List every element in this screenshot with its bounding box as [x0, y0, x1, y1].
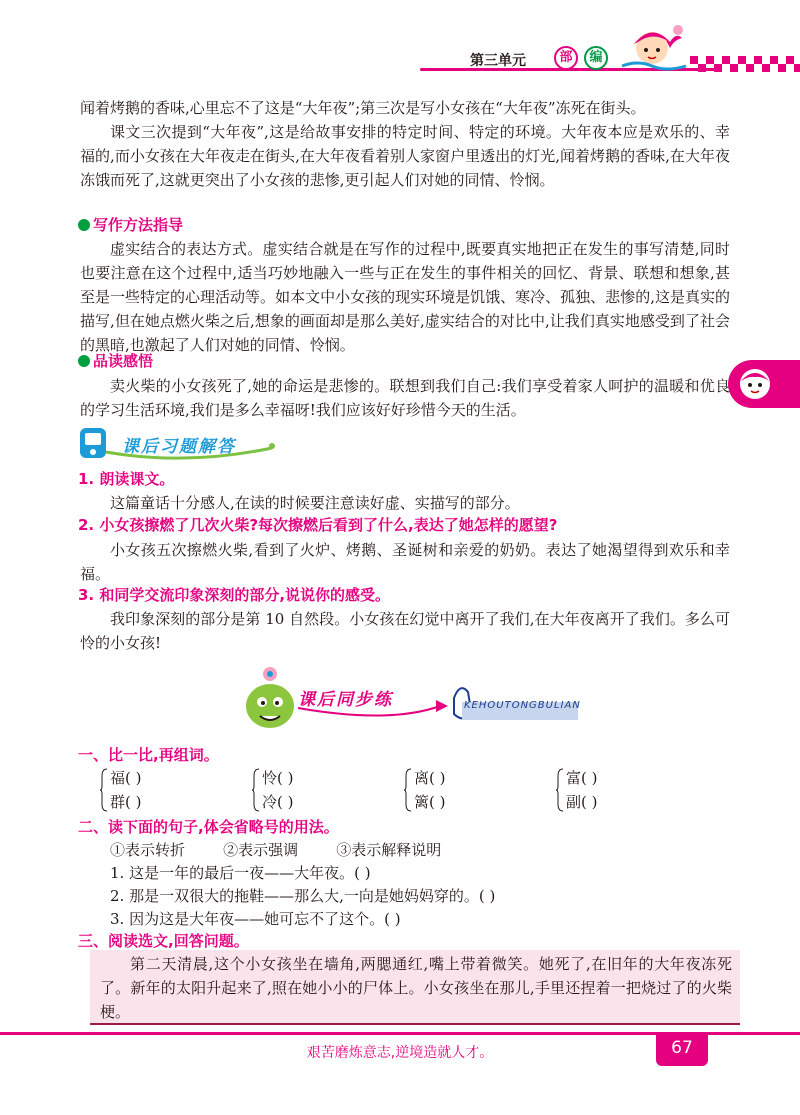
passage-text: 第二天清晨,这个小女孩坐在墙角,两腮通红,嘴上带着微笑。她死了,在旧年的大年夜冻死了。新年的太阳升起来了,照在她小小的尸体上。小女孩坐在那儿,手里还捏着一把烧过了的火柴梗。	[100, 955, 732, 1021]
exercise-2-options: ①表示转折 ②表示强调 ③表示解释说明	[110, 841, 442, 859]
bullet-dot-icon	[78, 355, 90, 367]
question-1: 1. 朗读课文。	[78, 470, 175, 488]
word-blank[interactable]: 富( )	[566, 769, 598, 787]
badge-bu: 部	[554, 46, 578, 70]
writing-heading: 写作方法指导	[78, 214, 183, 236]
side-tab	[728, 360, 800, 408]
question-2: 2. 小女孩擦燃了几次火柴?每次擦燃后看到了什么,表达了她怎样的愿望?	[78, 516, 558, 534]
practice-banner-pinyin: KEHOUTONGBULIAN	[464, 700, 581, 711]
word-blank[interactable]: 福( )	[110, 769, 142, 787]
word-pair-group	[404, 766, 534, 814]
answers-banner-title: 课后习题解答	[122, 437, 236, 457]
word-pair-group	[100, 766, 230, 814]
reading-paragraph: 卖火柴的小女孩死了,她的命运是悲惨的。联想到我们自己:我们享受着家人呵护的温暖和优良的学习生活环境,我们是多么幸福呀!我们应该好好珍惜今天的生活。	[80, 377, 730, 419]
word-blank[interactable]: 篱( )	[414, 793, 446, 811]
mascot-girl-icon	[618, 22, 688, 74]
word-blank[interactable]: 副( )	[566, 793, 598, 811]
answer-1: 这篇童话十分感人,在读的时候要注意读好虚、实描写的部分。	[110, 494, 520, 512]
exercise-2-sentence-3[interactable]: 3. 因为这是大年夜——她可忘不了这个。( )	[110, 910, 401, 928]
bullet-dot-icon	[78, 219, 90, 231]
exercise-1-title: 一、比一比,再组词。	[78, 746, 219, 764]
question-3: 3. 和同学交流印象深刻的部分,说说你的感受。	[78, 586, 391, 604]
intro-line: 闻着烤鹅的香味,心里忘不了这是“大年夜”;第三次是写小女孩在“大年夜”冻死在街头。	[80, 99, 646, 117]
practice-banner-title: 课后同步练	[298, 690, 393, 710]
word-blank[interactable]: 怜( )	[262, 769, 294, 787]
brace-icon	[252, 768, 260, 812]
footer-motto: 艰苦磨炼意志,逆境造就人才。	[306, 1045, 494, 1061]
exercise-2-sentence-2[interactable]: 2. 那是一双很大的拖鞋——那么大,一向是她妈妈穿的。( )	[110, 887, 496, 905]
reading-heading: 品读感悟	[78, 350, 153, 372]
checker-decoration	[690, 56, 800, 72]
exercise-2-sentence-1[interactable]: 1. 这是一年的最后一夜——大年夜。( )	[110, 864, 371, 882]
word-blank[interactable]: 群( )	[110, 793, 142, 811]
answer-3: 我印象深刻的部分是第 10 自然段。小女孩在幻觉中离开了我们,在大年夜离开了我们。多么可怜的小女孩!	[80, 610, 730, 652]
brace-icon	[556, 768, 564, 812]
page-number: 67	[656, 1032, 708, 1066]
brace-icon	[404, 768, 412, 812]
word-blank[interactable]: 冷( )	[262, 793, 294, 811]
exercise-3-title: 三、阅读选文,回答问题。	[78, 932, 249, 950]
brace-icon	[100, 768, 108, 812]
answer-2: 小女孩五次擦燃火柴,看到了火炉、烤鹅、圣诞树和亲爱的奶奶。表达了她渴望得到欢乐和幸福。	[80, 541, 730, 583]
word-pair-group	[252, 766, 382, 814]
intro-paragraph: 课文三次提到“大年夜”,这是给故事安排的特定时间、特定的环境。大年夜本应是欢乐的、幸福的,而小女孩在大年夜走在街头,在大年夜看着别人家窗户里透出的灯光,闻着烤鹅的香味,在大年夜冻饿而死了,这就更突出了小女孩的悲惨,更引起人们对她的同情、怜悯。	[80, 123, 730, 189]
badge-bian: 编	[584, 46, 608, 70]
writing-paragraph: 虚实结合的表达方式。虚实结合就是在写作的过程中,既要真实地把正在发生的事写清楚,同时也要注意在这个过程中,适当巧妙地融入一些与正在发生的事件相关的回忆、背景、联想和想象,甚至是一些特定的心理活动等。如本文中小女孩的现实环境是饥饿、寒冷、孤独、悲惨的,这是真实的描写,但在她点燃火柴之后,想象的画面却是那么美好,虚实结合的对比中,让我们真实地感受到了社会的黑暗,也激起了人们对她的同情、怜悯。	[80, 240, 730, 354]
word-blank[interactable]: 离( )	[414, 769, 446, 787]
unit-label: 第三单元	[470, 53, 526, 69]
mascot-face-icon	[738, 367, 772, 401]
exercise-2-title: 二、读下面的句子,体会省略号的用法。	[78, 818, 339, 836]
word-pair-group	[556, 766, 686, 814]
